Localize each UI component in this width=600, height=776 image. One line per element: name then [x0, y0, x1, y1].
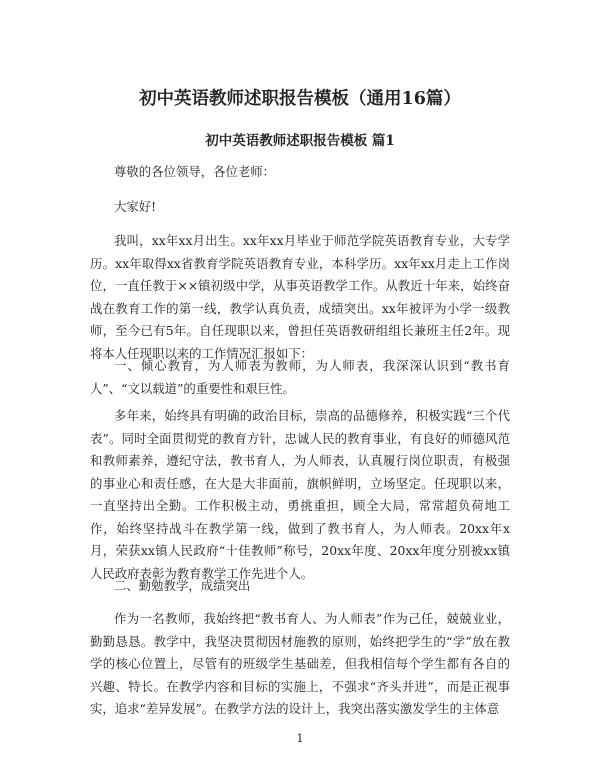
document-title: 初中英语教师述职报告模板（通用16篇） [139, 89, 461, 109]
page-number: 1 [296, 732, 304, 745]
ethics-paragraph: 多年来，始终具有明确的政治目标，崇高的品德修养，积极实践“三个代表”。同时全面贯彻党的教育方针，忠诚人民的教育事业，有良好的师德风范和教师素养，遵纪守法，教书育人，为人师表，认真履行岗位职责，有极强的事业心和责任感，在大是大非面前，旗帜鲜明，立场坚定。任现职以来，一直坚持出全勤。工作积极主动，勇挑重担，顾全大局，常常超负荷地工作，始终坚持战斗在教学第一线，做到了教书育人，为人师表。20xx年x月，荣获xx镇人民政府“十佳教师”称号，20xx年度、20xx年度分别被xx镇人民政府表彰为教育教学工作先进个人。 [90, 408, 510, 581]
teaching-paragraph: 作为一名教师，我始终把“教书育人、为人师表”作为己任，兢兢业业，勤勤恳恳。教学中，我坚决贯彻因材施教的原则，始终把学生的“学”放在教学的核心位置上，尽管有的班级学生基础差，但我相信每个学生都有各自的兴趣、特长。在教学内容和目标的实施上，不强求“齐头并进”，而是正视事实，追求“差异发展”。在教学方法的设计上，我突出落实激发学生的主体意 [90, 611, 510, 716]
greeting-paragraph: 大家好! [114, 199, 157, 214]
salutation-paragraph: 尊敬的各位领导，各位老师： [114, 164, 276, 179]
section-one-heading-paragraph: 一、倾心教育，为人师表为教师，为人师表，我深深认识到“教书育人”、“文以载道”的重要性和艰巨性。 [90, 358, 510, 396]
section-title: 初中英语教师述职报告模板 篇1 [205, 133, 395, 149]
introduction-paragraph: 我叫，xx年xx月出生。xx年xx月毕业于师范学院英语教育专业，大专学历。xx年取得xx省教育学院英语教育专业，本科学历。xx年xx月走上工作岗位，一直任教于××镇初级中学，从事英语教学工作。从教近十年来，始终奋战在教育工作的第一线，教学认真负责，成绩突出。xx年被评为小学一级教师，至今已有5年。自任现职以来，曾担任英语教研组组长兼班主任2年。现将本人任现职以来的工作情况汇报如下： [90, 233, 510, 361]
section-two-heading: 二、勤勉教学，成绩突出 [114, 578, 251, 593]
